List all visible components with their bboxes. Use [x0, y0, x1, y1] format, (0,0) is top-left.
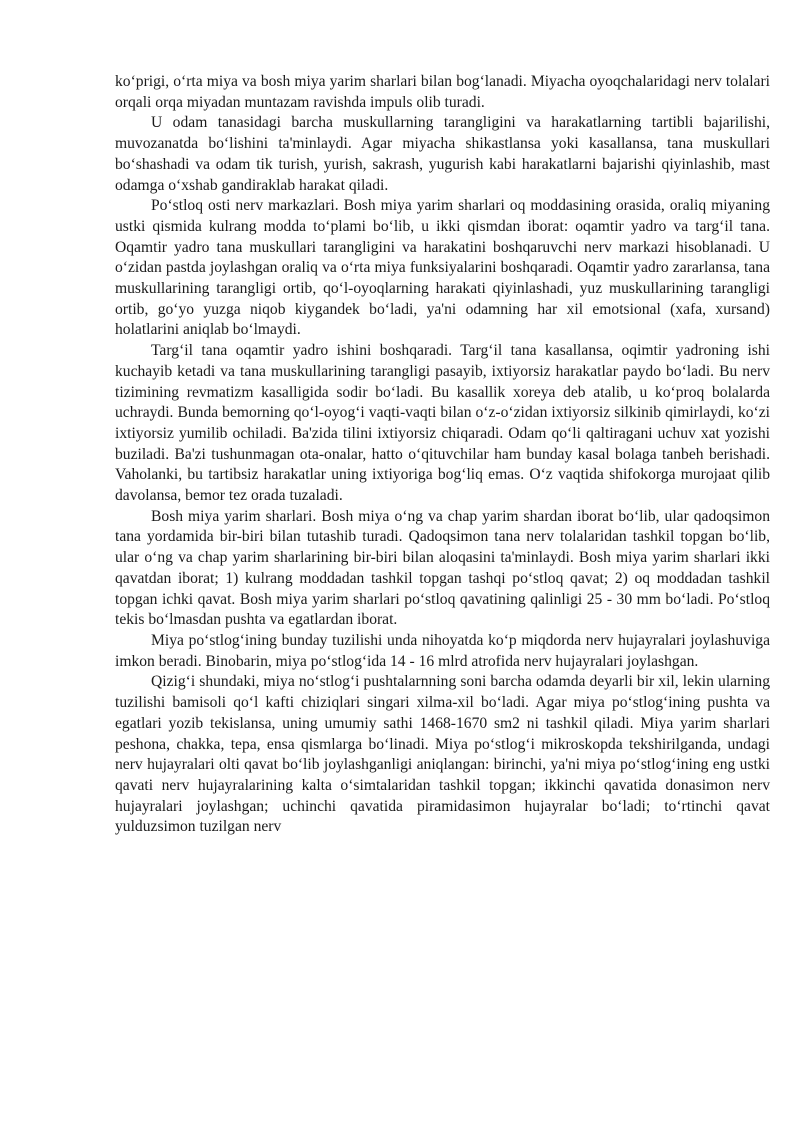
paragraph-3: Po‘stloq osti nerv markazlari. Bosh miya yarim sharlari oq moddasining orasida, oraliq miyaning ustki qismida kulrang modda to‘plami bo‘lib, u ikki qismdan iborat: oqamtir yadro va targ‘il tana. Oqamtir yadro tana muskullari tarangligini va harakatini boshqaruvchi nerv markazi hisoblanadi. U o‘zidan pastda joylashgan oraliq va o‘rta miya funksiyalarini boshqaradi. Oqamtir yadro zararlansa, tana muskullarining tarangligi ortib, qo‘l-oyoqlarning harakati qiyinlashadi, yuz muskullarining tarangligi ortib, go‘yo yuzga niqob kiygandek bo‘ladi, ya'ni odamning har xil emotsional (xafa, xursand) holatlarini aniqlab bo‘lmaydi. — [115, 197, 770, 339]
paragraph-7: Qizig‘i shundaki, miya no‘stlog‘i pushtalarnning soni barcha odamda deyarli bir xil, lekin ularning tuzilishi bamisoli qo‘l kafti chiziqlari singari xilma-xil bo‘ladi. Agar miya po‘stlog‘ining pushta va egatlari yozib tekislansa, uning umumiy sathi 1468-1670 sm2 ni tashkil qiladi. Miya yarim sharlari peshona, chakka, tepa, ensa qismlarga bo‘linadi. Miya po‘stlog‘i mikroskopda tekshirilganda, undagi nerv hujayralari olti qavat bo‘lib joylashganligi aniqlangan: birinchi, ya'ni miya po‘stlog‘ining eng ustki qavati nerv hujayralarining kalta o‘simtalaridan tashkil topgan; ikkinchi qavatida donasimon nerv hujayralari joylashgan; uchinchi qavatida piramidasimon hujayralar bo‘ladi; to‘rtinchi qavat yulduzsimon tuzilgan nerv — [115, 673, 770, 836]
paragraph-1: ko‘prigi, o‘rta miya va bosh miya yarim sharlari bilan bog‘lanadi. Miyacha oyoqchalaridagi nerv tolalari orqali orqa miyadan muntazam ravishda impuls olib turadi. — [115, 73, 770, 111]
paragraph-2: U odam tanasidagi barcha muskullarning tarangligini va harakatlarning tartibli bajarilishi, muvozanatda bo‘lishini ta'minlaydi. Agar miyacha shikastlansa yoki kasallansa, tana muskullari bo‘shashadi va odam tik turish, yurish, sakrash, yugurish kabi harakatlarni bajarishi qiyinlashib, mast odamga o‘xshab gandiraklab harakat qiladi. — [115, 114, 770, 194]
paragraph-6: Miya po‘stlog‘ining bunday tuzilishi unda nihoyatda ko‘p miqdorda nerv hujayralari joylashuviga imkon beradi. Binobarin, miya po‘stlog‘ida 14 - 16 mlrd atrofida nerv hujayralari joylashgan. — [115, 631, 770, 670]
document-page — [115, 72, 770, 838]
paragraph-4: Targ‘il tana oqamtir yadro ishini boshqaradi. Targ‘il tana kasallansa, oqimtir yadroning ishi kuchayib ketadi va tana muskullarining tarangligi pasayib, ixtiyorsiz harakatlar paydo bo‘ladi. Bu nerv tizimining revmatizm kasalligida sodir bo‘ladi. Bu kasallik xoreya deb atalib, u ko‘proq bolalarda uchraydi. Bunda bemorning qo‘l-oyog‘i vaqti-vaqti bilan o‘z-o‘zidan ixtiyorsiz silkinib qimirlaydi, ko‘zi ixtiyorsiz yumilib ochiladi. Ba'zida tilini ixtiyorsiz chiqaradi. Odam qo‘li qaltiragani uchuv xat yozishi buziladi. Ba'zi tushunmagan ota-onalar, hatto o‘qituvchilar ham bunday kasal bolaga tanbeh berishadi. Vaholanki, bu tartibsiz harakatlar uning ixtiyoriga bog‘liq emas. O‘z vaqtida shifokorga murojaat qilib davolansa, bemor tez orada tuzaladi. — [115, 342, 770, 505]
paragraph-5: Bosh miya yarim sharlari. Bosh miya o‘ng va chap yarim shardan iborat bo‘lib, ular qadoqsimon tana yordamida bir-biri bilan tutashib turadi. Qadoqsimon tana nerv tolalaridan tashkil topgan bo‘lib, ular o‘ng va chap yarim sharlarining bir-biri bilan aloqasini ta'minlaydi. Bosh miya yarim sharlari ikki qavatdan iborat; 1) kulrang moddadan tashkil topgan tashqi po‘stloq qavat; 2) oq moddadan tashkil topgan ichki qavat. Bosh miya yarim sharlari po‘stloq qavatining qalinligi 25 - 30 mm bo‘ladi. Po‘stloq tekis bo‘lmasdan pushta va egatlardan iborat. — [115, 507, 770, 629]
